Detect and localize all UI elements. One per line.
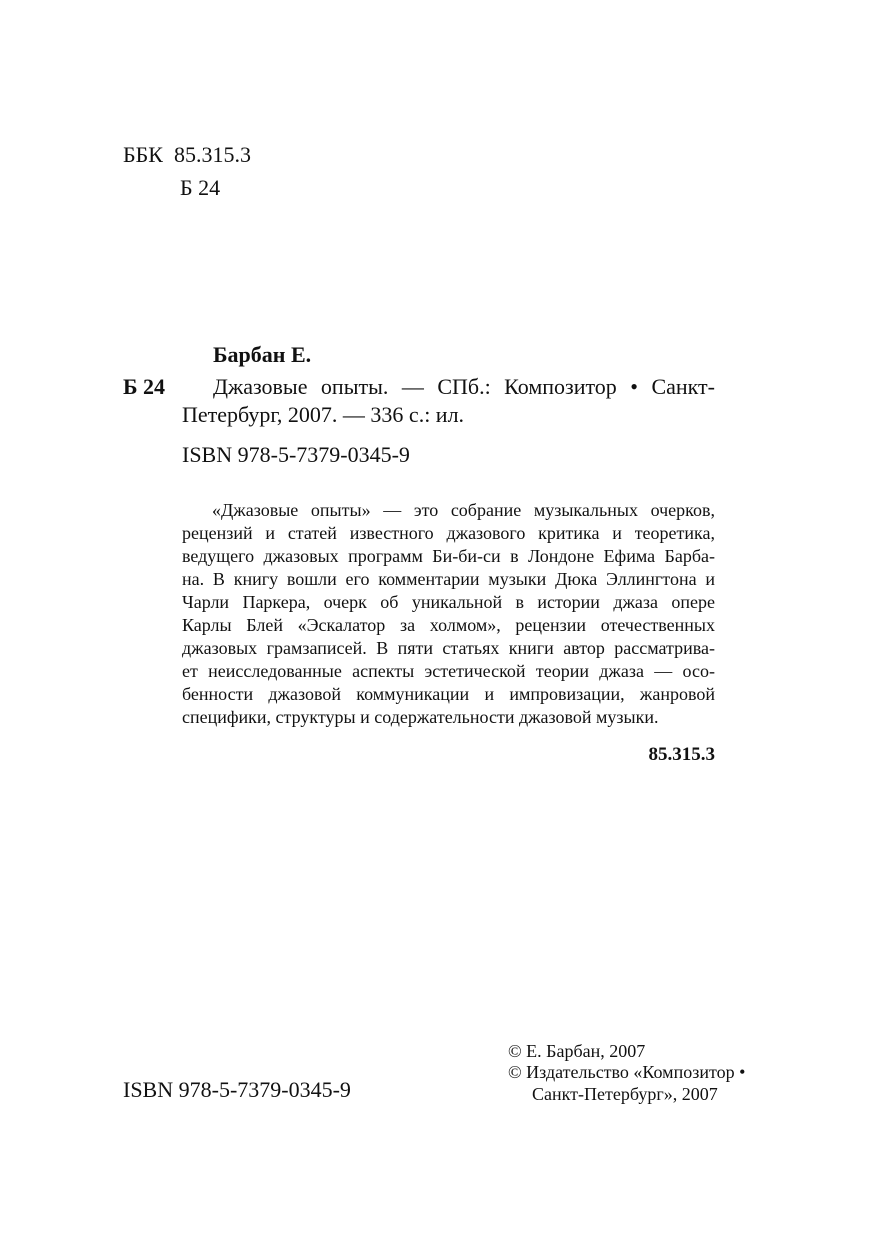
copyright-publisher-cont: Санкт-Петербург», 2007: [532, 1084, 718, 1104]
description-line: рецензий и статей известного джазового критика и теоретика,: [182, 523, 715, 543]
author-code: Б 24: [180, 175, 221, 200]
author-sign: Б 24: [123, 374, 166, 399]
description-line: Чарли Паркера, очерк об уникальной в истории джаза опере: [182, 592, 715, 612]
bbk-label: ББК: [123, 142, 163, 167]
description-line: «Джазовые опыты» — это собрание музыкальных очерков,: [212, 500, 715, 520]
description-line: ведущего джазовых программ Би-би-си в Лондоне Ефима Барба-: [182, 546, 715, 566]
copyright-author: © Е. Барбан, 2007: [508, 1041, 646, 1061]
title-line-2: Петербург, 2007. — 336 с.: ил.: [182, 402, 465, 427]
entry-isbn: ISBN 978-5-7379-0345-9: [182, 442, 410, 467]
description-line: ет неисследованные аспекты эстетической теории джаза — осо-: [182, 661, 715, 681]
copyright-publisher: © Издательство «Композитор •: [508, 1062, 746, 1082]
title-line-1: Джазовые опыты. — СПб.: Композитор • Санкт-: [213, 374, 715, 399]
description-line: бенности джазовой коммуникации и импровизации, жанровой: [182, 684, 715, 704]
description-line: на. В книгу вошли его комментарии музыки Дюка Эллингтона и: [182, 569, 715, 589]
footer-isbn: ISBN 978-5-7379-0345-9: [123, 1077, 351, 1102]
description-line: джазовых грамзаписей. В пяти статьях книги автор рассматрива-: [182, 638, 715, 658]
description-line: Карлы Блей «Эскалатор за холмом», рецензии отечественных: [182, 615, 715, 635]
classification-code: 85.315.3: [648, 744, 715, 765]
author-name: Барбан Е.: [213, 342, 312, 367]
bbk-code: 85.315.3: [173, 142, 251, 167]
bbk-block: [123, 140, 251, 170]
description-line: специфики, структуры и содержательности джазовой музыки.: [182, 707, 659, 727]
